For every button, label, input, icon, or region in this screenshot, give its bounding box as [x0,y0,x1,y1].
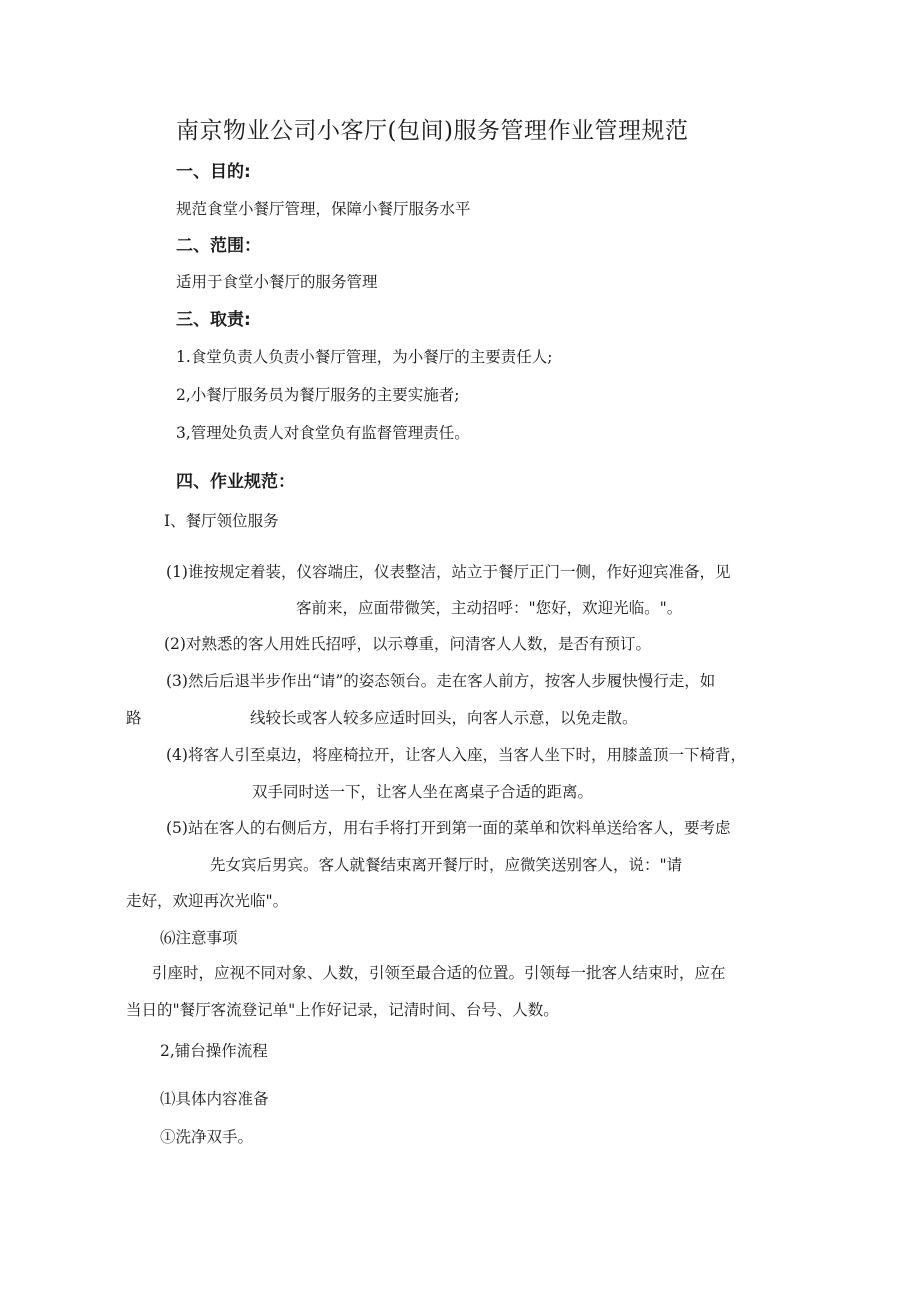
paragraph-line: (5)站在客人的右侧后方，用右手将打开到第一面的菜单和饮料单送给客人，要考虑 [166,819,731,837]
paragraph-line: (1)谁按规定着装，仪容端庄，仪表整洁，站立于餐厅正门一侧，作好迎宾准备，见 [166,563,731,581]
paragraph-line: 双手同时送一下，让客人坐在离桌子合适的距离。 [252,783,594,801]
paragraph-line: 客前来，应面带微笑，主动招呼："您好，欢迎光临。"。 [296,599,683,617]
paragraph-line: 当日的"餐厅客流登记单"上作好记录，记清时间、台号、人数。 [126,1001,559,1019]
section-heading-purpose: 一、目的: [176,162,251,182]
subsection-heading-seating: I、餐厅领位服务 [164,512,279,530]
paragraph-line: 路 [126,709,142,727]
duty-item: 2,小餐厅服务员为餐厅服务的主要实施者; [176,386,460,404]
duty-item: 1.食堂负责人负责小餐厅管理，为小餐厅的主要责任人; [176,348,553,366]
duty-item: 3,管理处负责人对食堂负有监督管理责任。 [176,424,470,442]
paragraph-line: ①洗净双手。 [160,1128,254,1146]
document-title: 南京物业公司小客厅(包间)服务管理作业管理规范 [176,118,689,144]
section-text-purpose: 规范食堂小餐厅管理，保障小餐厅服务水平 [176,200,471,218]
paragraph-line: 走好，欢迎再次光临"。 [126,892,289,910]
subsection-heading-notes: ⑹注意事项 [160,929,238,947]
paragraph-line: (3)然后后退半步作出“请”的姿态领台。走在客人前方，按客人步履快慢行走，如 [166,672,716,690]
paragraph-line: (4)将客人引至桌边，将座椅拉开，让客人入座，当客人坐下时，用膝盖顶一下椅背， [166,746,746,764]
paragraph-line: 引座时，应视不同对象、人数，引领至最合适的位置。引领每一批客人结束时，应在 [152,964,726,982]
section-heading-scope: 二、范围： [176,236,261,256]
section-heading-duties: 三、取责: [176,310,251,330]
subsection-heading-table-setting: 2,铺台操作流程 [160,1042,268,1060]
paragraph-line: 先女宾后男宾。客人就餐结束离开餐厅时，应微笑送别客人，说："请 [210,856,683,874]
section-heading-norms: 四、作业规范： [176,472,295,492]
paragraph-line: 线较长或客人较多应适时回头，向客人示意，以免走散。 [250,709,638,727]
paragraph-line: (2)对熟悉的客人用姓氏招呼，以示尊重，问清客人人数，是否有预订。 [164,635,651,653]
paragraph-line: ⑴具体内容准备 [160,1090,269,1108]
section-text-scope: 适用于食堂小餐厅的服务管理 [176,273,378,291]
